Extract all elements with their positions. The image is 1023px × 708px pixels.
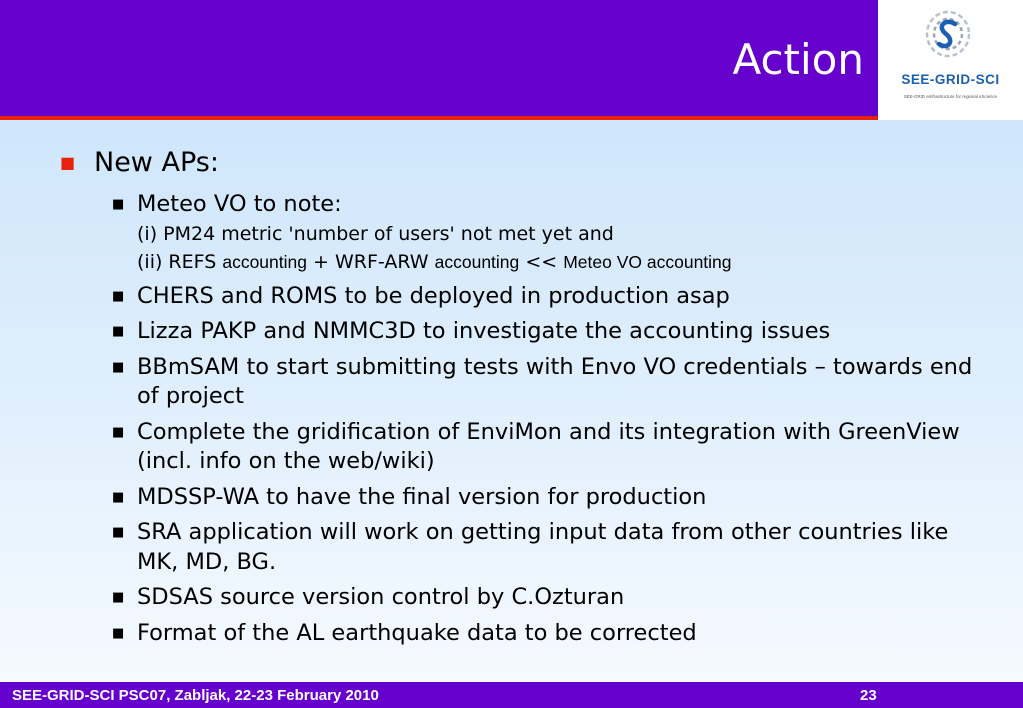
logo <box>878 0 1023 116</box>
list-item-text: Lizza PAKP and NMMC3D to investigate the accounting issues <box>137 318 831 344</box>
list-item-text: Format of the AL earthquake data to be corrected <box>137 619 697 646</box>
list-item-text: MDSSP-WA to have the final version for production <box>137 483 707 510</box>
list-item-text: Complete the gridification of EnviMon and its integration with GreenView (incl. info on the web/wiki) <box>137 418 960 474</box>
footer-text: SEE-GRID-SCI PSC07, Zabljak, 22-23 February 2010 <box>12 687 379 704</box>
meteo-line-2-a: (ii) REFS <box>137 250 217 273</box>
list-item-text: CHERS and ROMS to be deployed in production asap <box>137 282 730 309</box>
square-bullet-icon: ■ <box>112 288 125 304</box>
list-item <box>110 282 990 312</box>
list-item-meteo <box>110 190 990 276</box>
list-item <box>110 483 990 513</box>
square-bullet-icon: ■ <box>112 525 125 540</box>
meteo-line-1: (i) PM24 metric 'number of users' not met yet and <box>137 222 614 245</box>
list-item <box>110 418 990 477</box>
slide-body <box>0 120 1023 682</box>
square-bullet-icon: ■ <box>112 324 125 339</box>
slide-header <box>0 0 878 116</box>
square-bullet-icon: ■ <box>112 359 125 375</box>
logo-tagline: SEE-GRID eInfrastructure for regional eScience <box>903 94 998 99</box>
list-item <box>110 353 990 412</box>
list-item <box>110 518 990 577</box>
square-bullet-icon: ■ <box>112 590 125 605</box>
list-item-text: SDSAS source version control by C.Ozturan <box>137 584 625 610</box>
swirl-logo-icon <box>924 8 972 68</box>
slide-title: Action <box>732 35 864 84</box>
page-number: 23 <box>860 687 877 704</box>
list-item <box>110 317 990 347</box>
square-bullet-icon: ■ <box>112 625 125 641</box>
meteo-line-2 <box>137 248 990 276</box>
meteo-line-2-b: accounting <box>222 251 307 272</box>
meteo-line-2-d: accounting <box>434 251 520 272</box>
slide-footer <box>0 682 1023 708</box>
list-item <box>110 619 990 649</box>
heading-text: New APs: <box>94 147 219 178</box>
meteo-line-2-c: + WRF-ARW <box>313 250 429 273</box>
logo-name: SEE-GRID-SCI <box>901 72 1000 87</box>
list-item-text: SRA application will work on getting input data from other countries like MK, MD, BG. <box>137 519 949 575</box>
list-item <box>110 583 990 613</box>
list-item-text: BBmSAM to start submitting tests with Envo VO credentials – towards end of project <box>137 353 973 409</box>
square-bullet-icon: ■ <box>60 153 76 172</box>
meteo-line-2-e: << <box>525 250 558 273</box>
square-bullet-icon: ■ <box>112 197 125 212</box>
meteo-line-2-f: Meteo VO accounting <box>563 251 732 272</box>
action-list <box>110 190 990 654</box>
square-bullet-icon: ■ <box>112 489 125 505</box>
meteo-label: Meteo VO to note: <box>137 191 342 217</box>
heading-bullet <box>60 146 219 180</box>
square-bullet-icon: ■ <box>112 424 125 440</box>
